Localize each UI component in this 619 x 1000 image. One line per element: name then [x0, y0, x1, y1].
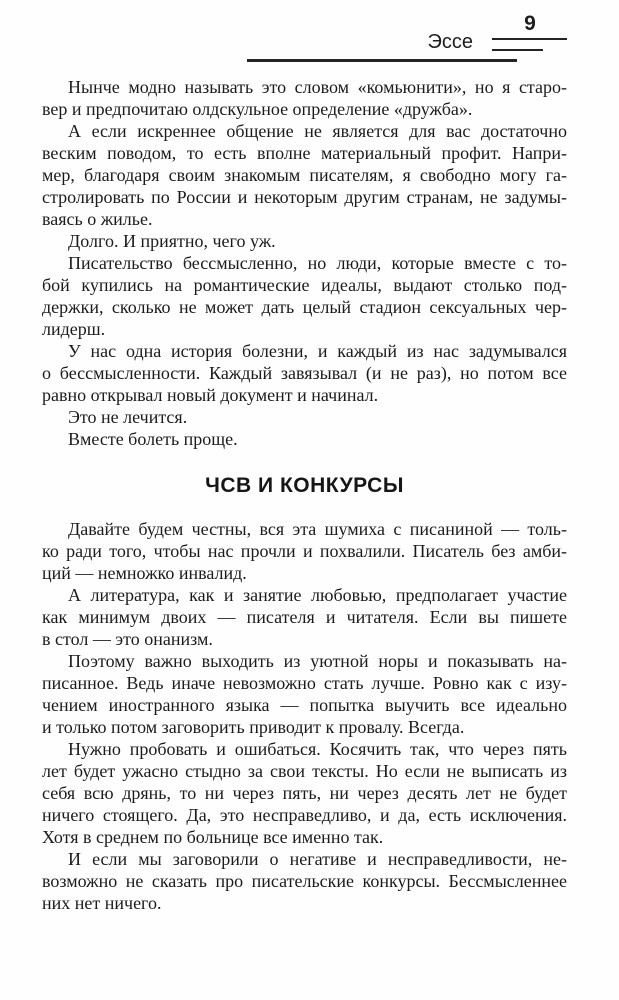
text-line: лидерш.: [42, 319, 106, 339]
text-line: возможно не сказать про писательские конкурсы. Бессмысленнее: [42, 871, 567, 891]
paragraph: [42, 406, 567, 428]
text-line: Поэтому важно выходить из уютной норы и показывать на-: [68, 651, 567, 671]
paragraph: [42, 518, 567, 584]
paragraph: [42, 848, 567, 914]
text-line: ко ради того, чтобы нас прочли и похвалили. Писатель без амби-: [42, 541, 567, 561]
text-line: веским поводом, то есть вполне материальный профит. Напри-: [42, 143, 567, 163]
text-line: них нет ничего.: [42, 893, 162, 913]
text-line: мер, благодаря своим знакомым писателям, я свободно могу га-: [42, 165, 567, 185]
paragraph: [42, 76, 567, 120]
text-line: Нынче модно называть это словом «комьюнити», но я старо-: [68, 77, 567, 97]
text-line: И если мы заговорили о негативе и несправедливости, не-: [68, 849, 567, 869]
text-line: чением иностранного языка — попытка выучить все идеально: [42, 695, 567, 715]
text-line: Долго. И приятно, чего уж.: [68, 231, 276, 251]
text-line: ваясь о жилье.: [42, 209, 153, 229]
text-line: и только потом заговорить приводит к провалу. Всегда.: [42, 717, 465, 737]
section-heading: ЧСВ И КОНКУРСЫ: [205, 474, 404, 497]
paragraph: [42, 738, 567, 848]
paragraph: [42, 230, 567, 252]
text-line: ций — немножко инвалид.: [42, 563, 247, 583]
text-line: равно открывал новый документ и начинал.: [42, 385, 379, 405]
header-rule-middle: [492, 49, 543, 51]
header-rule-bottom: [247, 59, 517, 62]
header-rule-top: [492, 38, 567, 40]
text-line: А литература, как и занятие любовью, предполагает участие: [68, 585, 567, 605]
text-line: стролировать по России и некоторым другим странам, не задумы-: [42, 187, 567, 207]
text-line: о бессмысленности. Каждый завязывал (и не раз), но потом все: [42, 363, 567, 383]
page-header: [0, 0, 619, 70]
text-line: вер и предпочитаю олдскульное определение «дружба».: [42, 99, 473, 119]
text-line: ничего стоящего. Да, это несправедливо, и да, есть исключения.: [42, 805, 567, 825]
paragraph: [42, 428, 567, 450]
text-line: писанное. Ведь иначе невозможно стать лучше. Ровно как с изу-: [42, 673, 567, 693]
text-line: лет будет ужасно стыдно за свои тексты. Но если не выписать из: [42, 761, 567, 781]
paragraph: [42, 650, 567, 738]
text-line: У нас одна история болезни, и каждый из нас задумывался: [68, 341, 567, 361]
running-title: Эссе: [427, 31, 473, 53]
text-line: Хотя в среднем по больнице все именно так.: [42, 827, 384, 847]
text-line: Нужно пробовать и ошибаться. Косячить так, что через пять: [68, 739, 567, 759]
paragraph: [42, 584, 567, 650]
text-line: в стол — это онанизм.: [42, 629, 213, 649]
text-line: Это не лечится.: [68, 407, 188, 427]
text-line: Писательство бессмысленно, но люди, которые вместе с то-: [68, 253, 567, 273]
paragraph: [42, 120, 567, 230]
text-line: бой купились на романтические идеалы, выдают столько под-: [42, 275, 567, 295]
paragraph: [42, 340, 567, 406]
text-line: Давайте будем честны, вся эта шумиха с писаниной — толь-: [68, 519, 567, 539]
text-line: себя всю дрянь, то ни через пять, ни через десять лет не будет: [42, 783, 567, 803]
text-line: держки, сколько не может дать целый стадион сексуальных чер-: [42, 297, 567, 317]
essay-text: [42, 76, 567, 914]
text-line: А если искреннее общение не является для вас достаточно: [68, 121, 567, 141]
paragraph: [42, 252, 567, 340]
page-number: 9: [524, 12, 536, 35]
text-line: Вместе болеть проще.: [68, 429, 238, 449]
text-line: как минимум двоих — писателя и читателя. Если вы пишете: [42, 607, 567, 627]
